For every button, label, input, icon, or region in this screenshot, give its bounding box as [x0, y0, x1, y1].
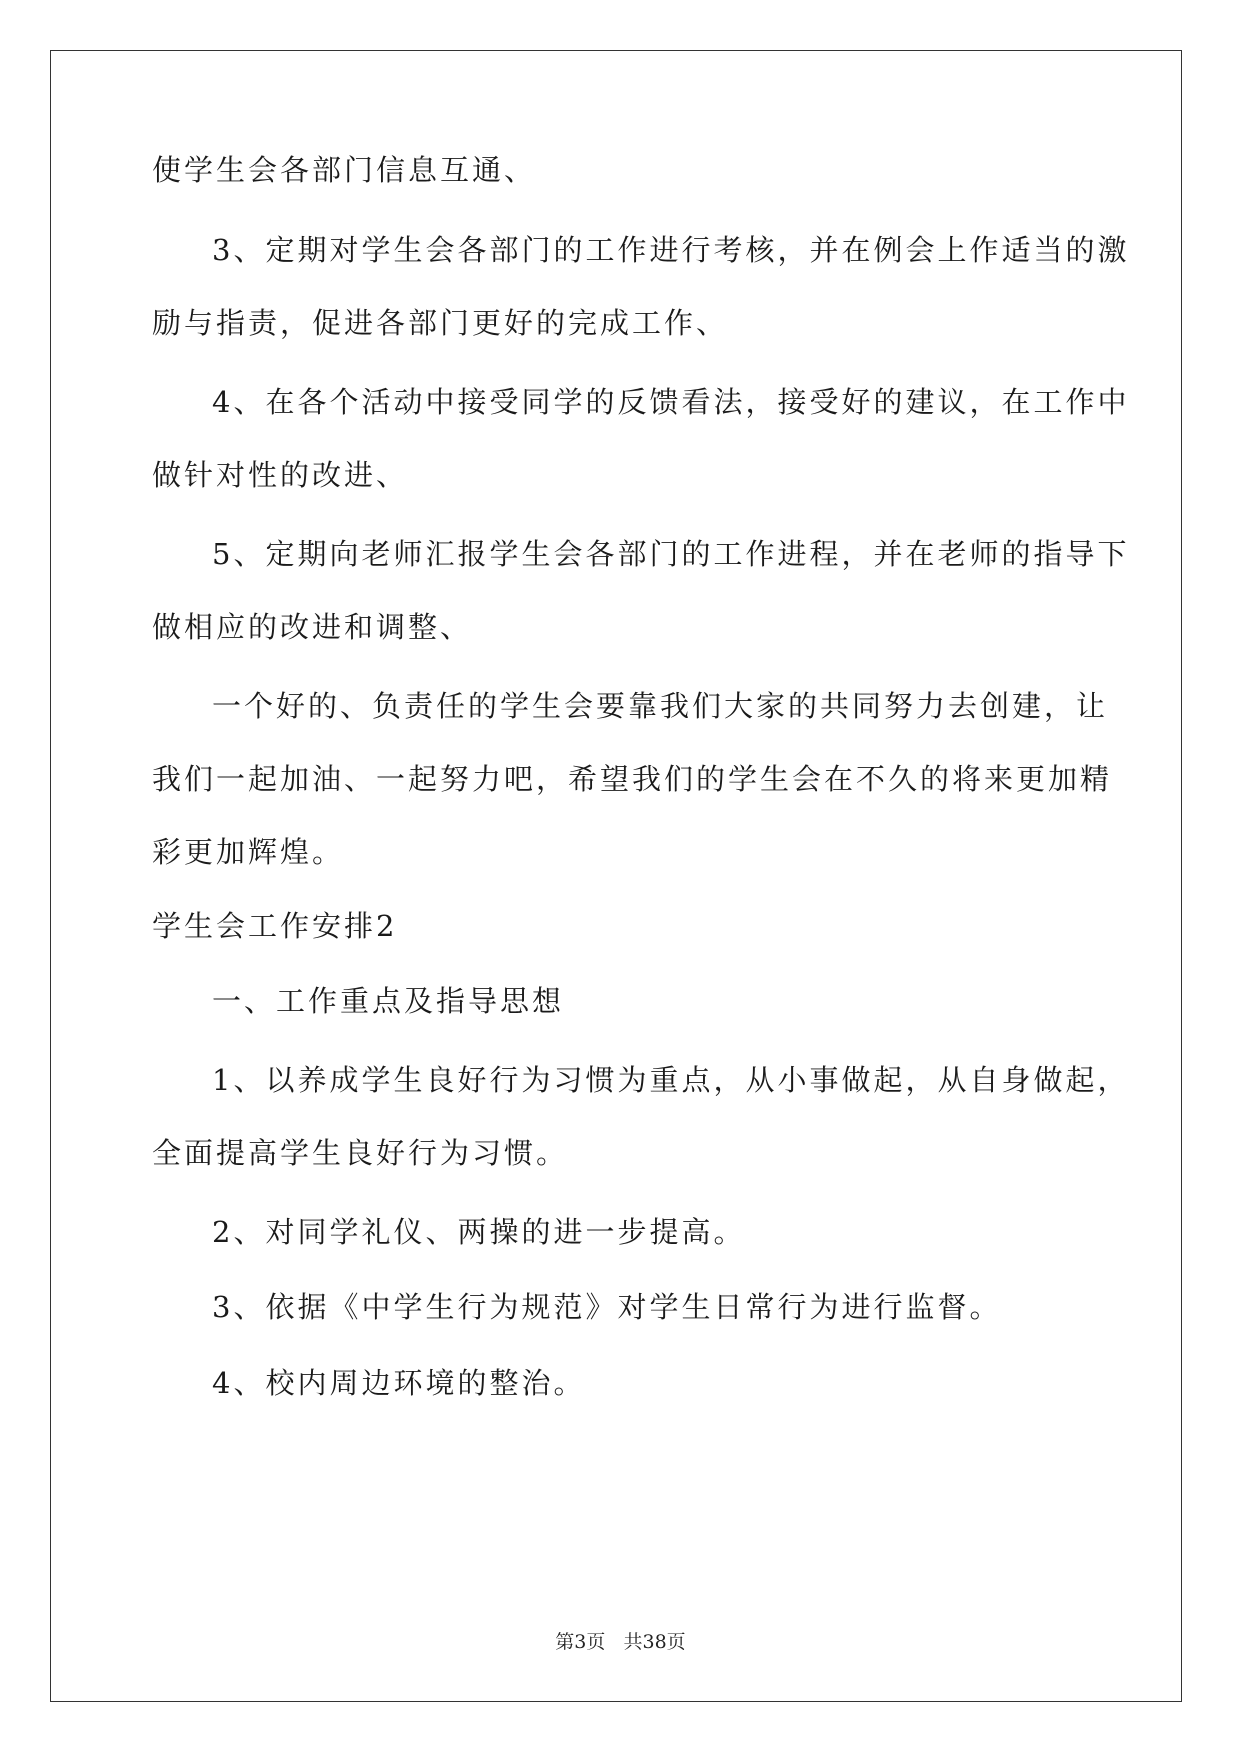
text-line: 彩更加辉煌。	[152, 835, 345, 869]
text-line: 一个好的、负责任的学生会要靠我们大家的共同努力去创建，让	[212, 689, 1109, 723]
subsection-heading: 一、工作重点及指导思想	[212, 984, 565, 1018]
text-line: 励与指责，促进各部门更好的完成工作、	[152, 306, 729, 340]
text-line: 5、定期向老师汇报学生会各部门的工作进程，并在老师的指导下	[212, 537, 1130, 571]
text-line: 1、以养成学生良好行为习惯为重点，从小事做起，从自身做起，	[212, 1063, 1130, 1097]
text-line: 做相应的改进和调整、	[152, 610, 473, 644]
text-line: 我们一起加油、一起努力吧，希望我们的学生会在不久的将来更加精	[152, 762, 1113, 796]
text-line: 4、在各个活动中接受同学的反馈看法，接受好的建议，在工作中	[212, 385, 1130, 419]
text-line: 2、对同学礼仪、两操的进一步提高。	[212, 1215, 746, 1249]
text-line: 4、校内周边环境的整治。	[212, 1366, 586, 1400]
text-line: 3、定期对学生会各部门的工作进行考核，并在例会上作适当的激	[212, 233, 1130, 267]
page-number-footer: 第3页 共38页	[555, 1631, 686, 1653]
section-heading: 学生会工作安排2	[152, 909, 398, 943]
text-line: 做针对性的改进、	[152, 458, 409, 492]
text-line: 使学生会各部门信息互通、	[152, 153, 537, 187]
text-line: 3、依据《中学生行为规范》对学生日常行为进行监督。	[212, 1290, 1002, 1324]
text-line: 全面提高学生良好行为习惯。	[152, 1136, 569, 1170]
page-border	[50, 50, 1182, 1702]
